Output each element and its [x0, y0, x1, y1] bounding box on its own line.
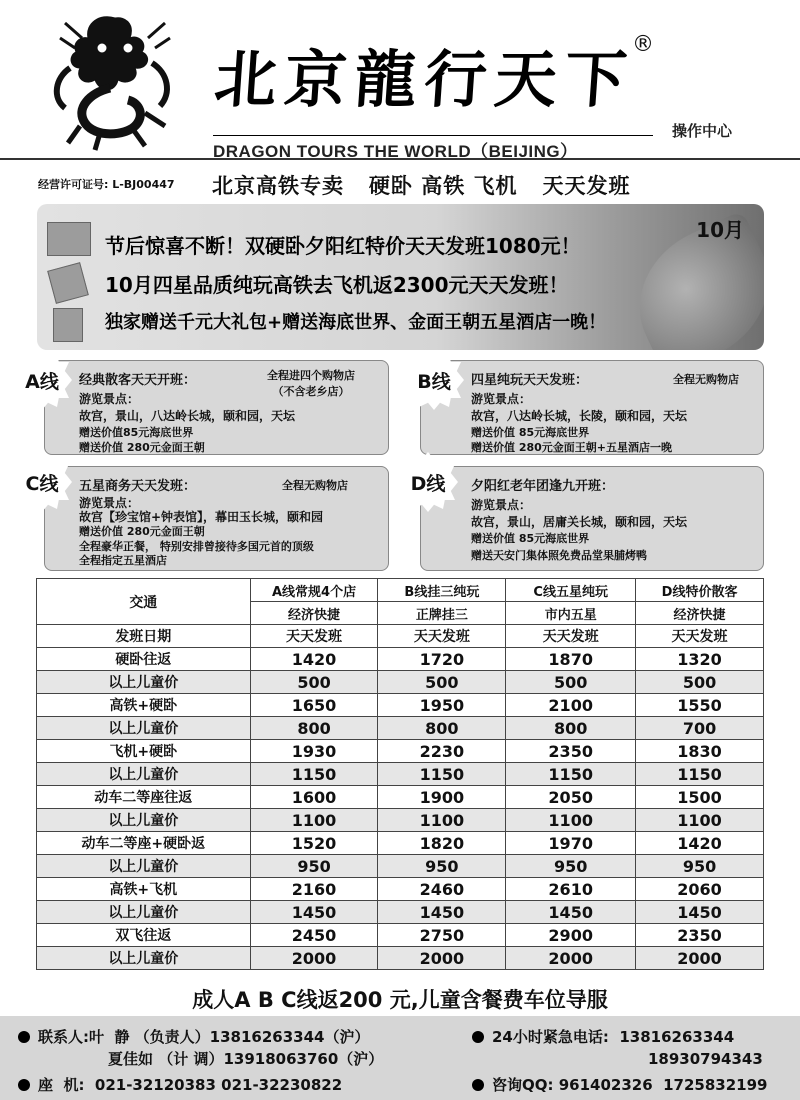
price-cell: 1830: [636, 740, 764, 763]
price-cell: 1100: [378, 809, 506, 832]
price-cell: 1320: [636, 648, 764, 671]
column-header-d: D线特价散客: [636, 579, 764, 602]
price-cell: 800: [506, 717, 636, 740]
route-a-gift-1: 赠送价值85元海底世界: [79, 426, 194, 439]
row-label: 以上儿童价: [37, 763, 251, 786]
table-row: [37, 717, 764, 740]
price-cell: 500: [378, 671, 506, 694]
license-number: 经营许可证号: L-BJ00447: [38, 178, 175, 191]
table-header-row: [37, 579, 764, 602]
price-cell: 1150: [378, 763, 506, 786]
route-c-sights: 故宫【珍宝馆+钟表馆】，幕田玉长城，颐和园: [79, 510, 324, 524]
bullet-icon: [472, 1031, 484, 1043]
schedule-cell: 天天发班: [506, 625, 636, 648]
price-cell: 2610: [506, 878, 636, 901]
traffic-header: 交通: [37, 579, 251, 625]
price-cell: 1150: [636, 763, 764, 786]
price-cell: 1100: [636, 809, 764, 832]
header: [0, 0, 800, 160]
table-row: [37, 832, 764, 855]
column-sub-d: 经济快捷: [636, 602, 764, 625]
row-label: 以上儿童价: [37, 947, 251, 970]
price-cell: 500: [506, 671, 636, 694]
schedule-cell: 天天发班: [378, 625, 506, 648]
table-row: [37, 694, 764, 717]
price-cell: 950: [506, 855, 636, 878]
price-cell: 2350: [636, 924, 764, 947]
price-cell: 1100: [506, 809, 636, 832]
route-c-badge: [12, 452, 72, 512]
qq-text: 咨询QQ: 961402326 1725832199: [492, 1076, 768, 1094]
column-header-c: C线五星纯玩: [506, 579, 636, 602]
price-cell: 1150: [250, 763, 378, 786]
route-c-title: 五星商务天天发班：: [79, 479, 197, 494]
route-d-gift-1: 赠送价值 85元海底世界: [471, 532, 590, 545]
route-a-title: 经典散客天天开班：: [79, 373, 197, 388]
price-cell: 950: [378, 855, 506, 878]
slogan: 北京高铁专卖 硬卧 高铁 飞机 天天发班: [212, 174, 631, 198]
brand-subtitle: DRAGON TOURS THE WORLD（BEIJING）: [213, 142, 578, 161]
hotel-icon: [53, 308, 83, 342]
brand-title: 北京龍行天下: [212, 43, 638, 116]
price-cell: 2000: [250, 947, 378, 970]
price-cell: 1820: [378, 832, 506, 855]
route-d-sights-label: 游览景点：: [471, 498, 532, 512]
price-cell: 1450: [636, 901, 764, 924]
price-cell: 1900: [378, 786, 506, 809]
price-cell: 1600: [250, 786, 378, 809]
summary-note: 成人A B C线返200 元,儿童含餐费车位导服: [192, 988, 608, 1012]
route-c-extra-2: 全程指定五星酒店: [79, 554, 167, 567]
price-cell: 1420: [636, 832, 764, 855]
price-cell: 1450: [378, 901, 506, 924]
price-cell: 1450: [506, 901, 636, 924]
route-a-gift-2: 赠送价值 280元金面王朝: [79, 441, 205, 454]
route-b-gift-2: 赠送价值 280元金面王朝+五星酒店一晚: [471, 441, 673, 454]
price-cell: 800: [378, 717, 506, 740]
column-header-b: B线挂三纯玩: [378, 579, 506, 602]
price-cell: 2160: [250, 878, 378, 901]
promo-line-2: 10月四星品质纯玩高铁去飞机返2300元天天发班！: [105, 273, 569, 297]
price-cell: 1450: [250, 901, 378, 924]
bullet-icon: [472, 1079, 484, 1091]
price-cell: 2900: [506, 924, 636, 947]
price-cell: 950: [636, 855, 764, 878]
price-cell: 1150: [506, 763, 636, 786]
table-row: [37, 878, 764, 901]
price-cell: 1500: [636, 786, 764, 809]
operation-center-label: 操作中心: [672, 122, 733, 140]
price-cell: 800: [250, 717, 378, 740]
promo-line-3: 独家赠送千元大礼包+赠送海底世界、金面王朝五星酒店一晚！: [105, 312, 607, 333]
route-d-sights: 故宫，景山，居庸关长城，颐和园，天坛: [471, 515, 688, 529]
table-row: [37, 763, 764, 786]
route-c-extra-1: 全程豪华正餐， 特别安排曾接待多国元首的顶级: [79, 540, 314, 553]
schedule-label: 发班日期: [37, 625, 251, 648]
row-label: 动车二等座+硬卧返: [37, 832, 251, 855]
schedule-row: [37, 625, 764, 648]
price-cell: 1520: [250, 832, 378, 855]
price-cell: 2000: [636, 947, 764, 970]
route-b-sights-label: 游览景点：: [471, 392, 532, 406]
row-label: 高铁+硬卧: [37, 694, 251, 717]
column-sub-c: 市内五星: [506, 602, 636, 625]
route-c-gift-1: 赠送价值 280元金面王朝: [79, 525, 205, 538]
price-cell: 2450: [250, 924, 378, 947]
route-d-box: [420, 466, 764, 571]
route-b-note: 全程无购物店: [673, 373, 739, 386]
route-b-badge: [404, 350, 464, 410]
route-a-badge-label: A线: [25, 371, 59, 393]
row-label: 以上儿童价: [37, 717, 251, 740]
price-cell: 500: [250, 671, 378, 694]
price-cell: 2060: [636, 878, 764, 901]
table-row: [37, 786, 764, 809]
price-cell: 2000: [506, 947, 636, 970]
route-a-box: [44, 360, 389, 455]
row-label: 飞机+硬卧: [37, 740, 251, 763]
row-label: 硬卧往返: [37, 648, 251, 671]
price-cell: 2460: [378, 878, 506, 901]
price-cell: 1870: [506, 648, 636, 671]
price-cell: 1970: [506, 832, 636, 855]
table-row: [37, 671, 764, 694]
route-a-sights-label: 游览景点：: [79, 392, 140, 406]
price-cell: 1720: [378, 648, 506, 671]
row-label: 以上儿童价: [37, 855, 251, 878]
route-c-badge-label: C线: [25, 473, 59, 495]
schedule-cell: 天天发班: [250, 625, 378, 648]
route-c-box: [44, 466, 389, 571]
contact-person-2: 夏佳如 （计 调）13918063760（沪）: [108, 1050, 384, 1068]
table-row: [37, 740, 764, 763]
route-c-note: 全程无购物店: [282, 479, 348, 492]
route-d-title: 夕阳红老年团逢九开班：: [471, 479, 615, 494]
hotline: [472, 1026, 734, 1047]
price-cell: 2230: [378, 740, 506, 763]
price-cell: 500: [636, 671, 764, 694]
price-cell: 1930: [250, 740, 378, 763]
row-label: 以上儿童价: [37, 809, 251, 832]
contact-person-1-text: 联系人:叶 静 （负责人）13816263344（沪）: [38, 1028, 370, 1046]
bullet-icon: [18, 1079, 30, 1091]
route-b-badge-label: B线: [417, 371, 451, 393]
price-cell: 1550: [636, 694, 764, 717]
route-b-title: 四星纯玩天天发班：: [471, 373, 589, 388]
promo-banner: [37, 204, 764, 350]
registered-mark: ®: [632, 32, 654, 57]
table-row: [37, 947, 764, 970]
price-cell: 1650: [250, 694, 378, 717]
dragon-logo-icon: [40, 8, 190, 153]
route-c-sights-label: 游览景点：: [79, 496, 140, 510]
price-cell: 1420: [250, 648, 378, 671]
row-label: 以上儿童价: [37, 901, 251, 924]
contact-person-1: [18, 1026, 369, 1047]
price-cell: 700: [636, 717, 764, 740]
table-row: [37, 809, 764, 832]
price-cell: 950: [250, 855, 378, 878]
route-d-gift-2: 赠送天安门集体照免费品堂果脯烤鸭: [471, 549, 647, 562]
schedule-cell: 天天发班: [636, 625, 764, 648]
row-label: 高铁+飞机: [37, 878, 251, 901]
price-cell: 2350: [506, 740, 636, 763]
route-b-box: [420, 360, 764, 455]
promo-month: 10月: [696, 218, 744, 242]
row-label: 以上儿童价: [37, 671, 251, 694]
hotline-2: 18930794343: [648, 1050, 763, 1068]
column-sub-a: 经济快捷: [250, 602, 378, 625]
table-row: [37, 648, 764, 671]
ticket-icon: [47, 262, 89, 304]
price-rows: [37, 648, 764, 970]
bullet-icon: [18, 1031, 30, 1043]
promo-line-1: 节后惊喜不断！双硬卧夕阳红特价天天发班1080元！: [105, 234, 581, 258]
row-label: 双飞往返: [37, 924, 251, 947]
price-cell: 2750: [378, 924, 506, 947]
route-d-badge: [398, 452, 458, 512]
table-row: [37, 924, 764, 947]
table-row: [37, 855, 764, 878]
gift-box-icon: [47, 222, 91, 256]
landline: [18, 1074, 342, 1095]
price-cell: 2000: [378, 947, 506, 970]
column-sub-b: 正牌挂三: [378, 602, 506, 625]
brand-divider: [213, 135, 653, 136]
route-b-gift-1: 赠送价值 85元海底世界: [471, 426, 590, 439]
route-a-sights: 故宫，景山，八达岭长城，颐和园，天坛: [79, 409, 296, 423]
price-table: [36, 578, 764, 970]
contact-footer: [0, 1016, 800, 1100]
route-b-sights: 故宫，八达岭长城，长陵，颐和园，天坛: [471, 409, 688, 423]
price-cell: 1950: [378, 694, 506, 717]
landline-text: 座 机: 021-32120383 021-32230822: [38, 1076, 343, 1094]
qq-contact: [472, 1074, 767, 1095]
row-label: 动车二等座往返: [37, 786, 251, 809]
price-cell: 1100: [250, 809, 378, 832]
price-cell: 2050: [506, 786, 636, 809]
column-header-a: A线常规4个店: [250, 579, 378, 602]
table-row: [37, 901, 764, 924]
price-cell: 2100: [506, 694, 636, 717]
route-d-badge-label: D线: [410, 473, 446, 495]
hotline-text: 24小时紧急电话: 13816263344: [492, 1028, 735, 1046]
route-a-badge: [12, 350, 72, 410]
route-a-note: 全程进四个购物店 （不含老乡店）: [267, 369, 355, 398]
